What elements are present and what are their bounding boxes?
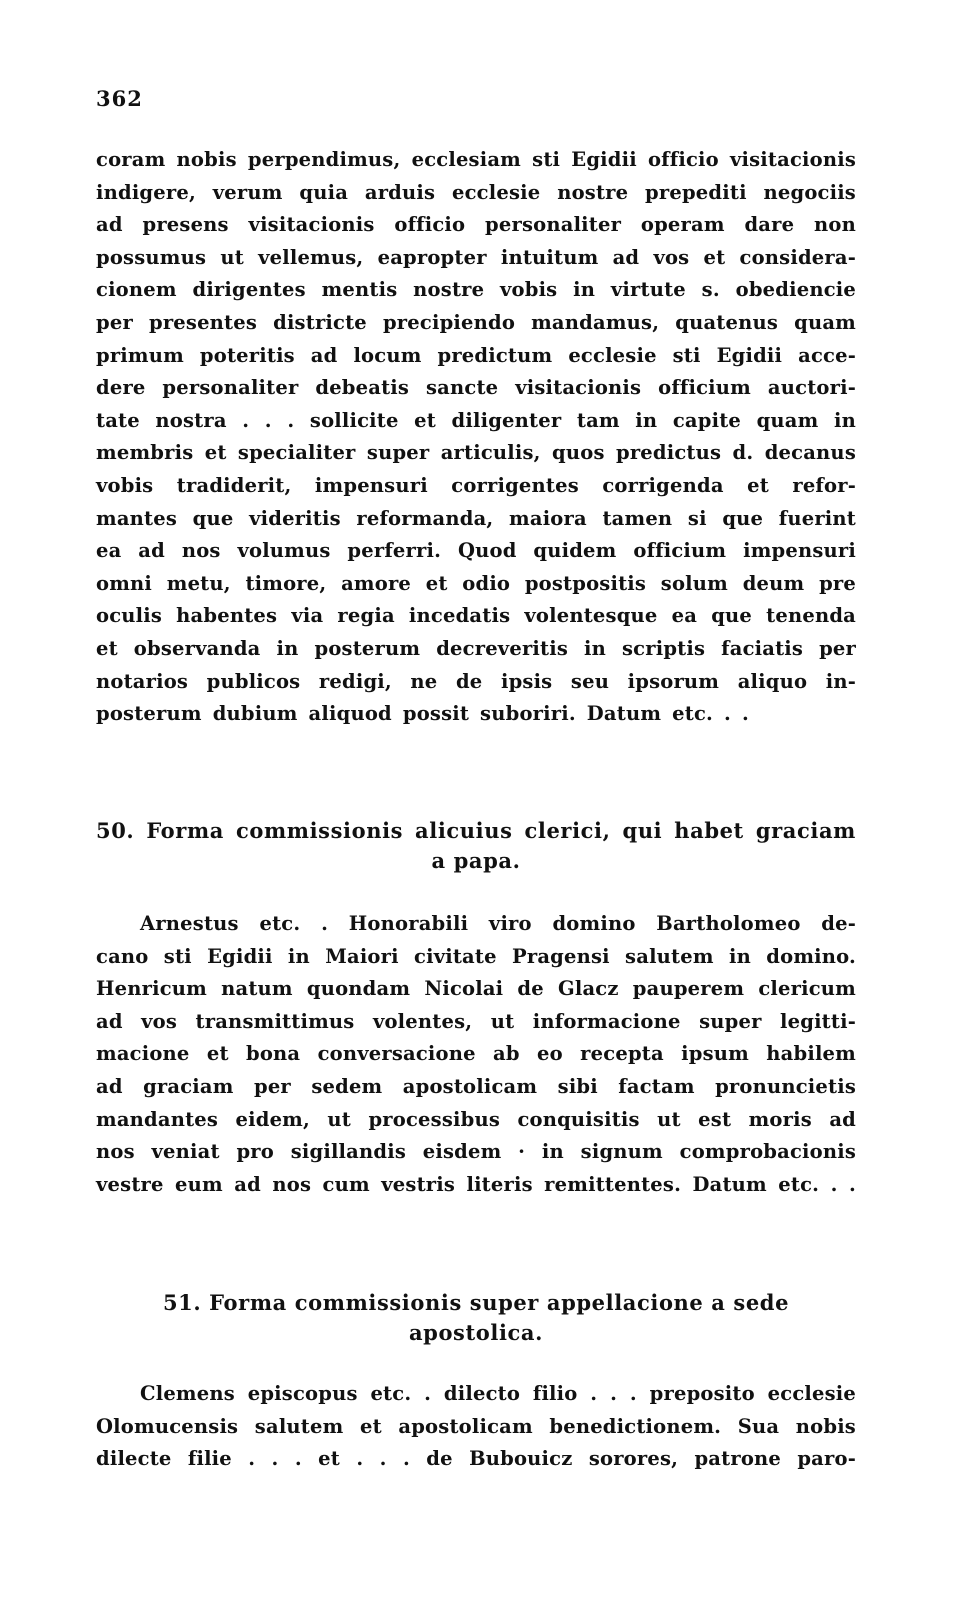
text-line: cionem dirigentes mentis nostre vobis in virtute s. obediencie <box>96 278 856 302</box>
text-line: Arnestus etc. . Honorabili viro domino Bartholomeo de- <box>140 912 856 935</box>
text-line: Henricum natum quondam Nicolai de Glacz pauperem clericum <box>96 977 856 1001</box>
section-heading-50 <box>96 816 856 876</box>
text-line: ad graciam per sedem apostolicam sibi factam pronuncietis <box>96 1074 856 1098</box>
text-line: Olomucensis salutem et apostolicam benedictionem. Sua nobis <box>96 1414 856 1438</box>
text-line: dilecte filie . . . et . . . de Bubouicz sorores, patrone paro- <box>96 1447 856 1471</box>
page-number: 362 <box>96 86 143 111</box>
text-line: Clemens episcopus etc. . dilecto filio . . . preposito ecclesie <box>140 1382 856 1405</box>
section-heading-51 <box>96 1288 856 1348</box>
text-line: coram nobis perpendimus, ecclesiam sti Egidii officio visitacionis <box>96 148 856 171</box>
text-line: ad presens visitacionis officio personaliter operam dare non <box>96 213 856 237</box>
paragraph-3 <box>96 1378 856 1476</box>
text-line: cano sti Egidii in Maiori civitate Pragensi salutem in domino. <box>96 944 856 968</box>
text-line: indigere, verum quia arduis ecclesie nostre prepediti negociis <box>96 180 856 204</box>
heading-line: a papa. <box>431 848 521 873</box>
text-line: vobis tradiderit, impensuri corrigentes corrigenda et refor- <box>96 473 856 497</box>
text-line: omni metu, timore, amore et odio postpositis solum deum pre <box>96 571 856 595</box>
text-line: membris et specialiter super articulis, quos predictus d. decanus <box>96 441 856 465</box>
text-line: per presentes districte precipiendo mandamus, quatenus quam <box>96 310 856 334</box>
heading-line: 51. Forma commissionis super appellacione a sede <box>162 1290 790 1315</box>
text-line: ad vos transmittimus volentes, ut informacione super legitti- <box>96 1009 856 1033</box>
text-line: notarios publicos redigi, ne de ipsis seu ipsorum aliquo in- <box>96 669 856 693</box>
heading-line: apostolica. <box>408 1320 544 1345</box>
text-line: mandantes eidem, ut processibus conquisitis ut est moris ad <box>96 1107 856 1131</box>
text-line: et observanda in posterum decreveritis in scriptis faciatis per <box>96 636 856 660</box>
paragraph-1 <box>96 144 856 731</box>
paragraph-2 <box>96 908 856 1201</box>
text-line: possumus ut vellemus, eapropter intuitum ad vos et considera- <box>96 245 856 269</box>
text-line: tate nostra . . . sollicite et diligenter tam in capite quam in <box>96 408 856 432</box>
text-line: dere personaliter debeatis sancte visitacionis officium auctori- <box>96 376 856 400</box>
text-line: primum poteritis ad locum predictum ecclesie sti Egidii acce- <box>96 343 856 367</box>
text-line: mantes que videritis reformanda, maiora tamen si que fuerint <box>96 506 856 530</box>
text-line: ea ad nos volumus perferri. Quod quidem officium impensuri <box>96 539 856 563</box>
heading-line: 50. Forma commissionis alicuius clerici, qui habet graciam <box>96 818 856 843</box>
text-line: vestre eum ad nos cum vestris literis remittentes. Datum etc. . . <box>96 1172 856 1196</box>
text-line: macione et bona conversacione ab eo recepta ipsum habilem <box>96 1042 856 1066</box>
text-line: posterum dubium aliquod possit suboriri. Datum etc. . . <box>96 702 749 726</box>
text-line: nos veniat pro sigillandis eisdem · in signum comprobacionis <box>96 1140 856 1164</box>
text-line: oculis habentes via regia incedatis volentesque ea que tenenda <box>96 604 856 628</box>
